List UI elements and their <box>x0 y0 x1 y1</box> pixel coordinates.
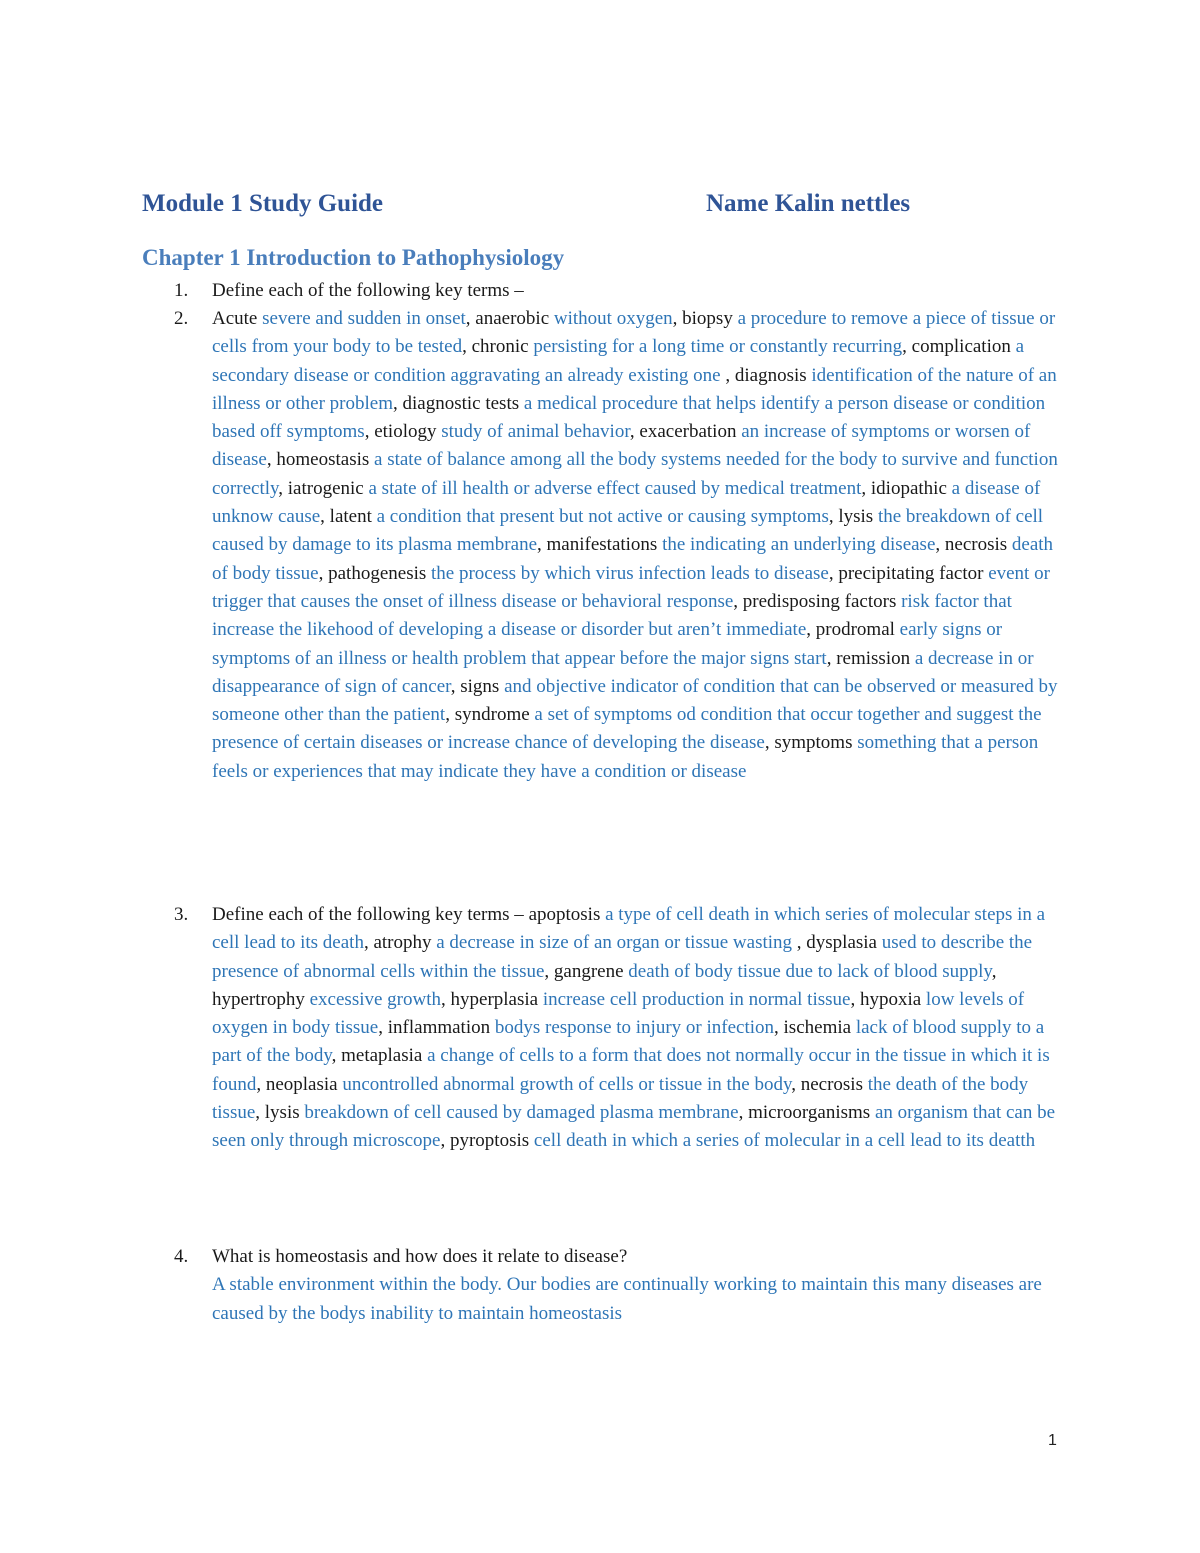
key-term: latent <box>329 506 372 528</box>
key-term: gangrene <box>553 960 624 982</box>
key-term: remission <box>836 647 911 669</box>
key-term: anaerobic <box>475 308 550 329</box>
term-definition: an organism that can be seen only through microscope <box>212 1102 1056 1152</box>
term-definition: a state of ill health or adverse effect caused by medical treatment <box>368 477 862 499</box>
term-definition: excessive growth <box>309 988 442 1010</box>
key-term: manifestations <box>546 534 658 556</box>
term-definition: a disease of unknow cause <box>212 477 1041 528</box>
term-definition: persisting for a long time or constantly recurring <box>533 336 903 358</box>
key-term: syndrome <box>454 704 530 726</box>
document-header <box>142 190 962 224</box>
term-definitions: Acute severe and sudden in onset, anaerobic without oxygen, biopsy a procedure to remove a piece of tissue or cells from your body to be tested, chronic persisting for a long time or constantly recurring, complication a secondary disease or condition aggravating an already existing one , diagnosis identification of the nature of an illness or other problem, diagnostic tests a medical procedure that helps identify a person disease or condition based off symptoms, etiology study of animal behavior, exacerbation an increase of symptoms or worsen of disease, homeostasis a state of balance among all the body systems needed for the body to survive and function correctly, iatrogenic a state of ill health or adverse effect caused by medical treatment, idiopathic a disease of unknow cause, latent a condition that present but not active or causing symptoms, lysis the breakdown of cell caused by damage to its plasma membrane, manifestations the indicating an underlying disease, necrosis death of body tissue, pathogenesis the process by which virus infection leads to disease, precipitating factor event or trigger that causes the onset of illness disease or behavioral response, predisposing factors risk factor that increase the likehood of developing a disease or disorder but aren’t immediate, prodromal early signs or symptoms of an illness or health problem that appear before the major signs start, remission a decrease in or disappearance of sign of cancer, signs and objective indicator of condition that can be observed or measured by someone other than the patient, syndrome a set of symptoms od condition that occur together and suggest the presence of certain diseases or increase chance of developing the disease, symptoms something that a person feels or experiences that may indicate they have a condition or disease <box>212 308 1058 782</box>
term-definition: early signs or symptoms of an illness or health problem that appear before the major signs start <box>212 619 1003 669</box>
term-definition: death of body tissue <box>212 534 1054 584</box>
key-term: precipitating factor <box>838 562 984 584</box>
term-definition: study of animal behavior <box>441 421 630 443</box>
term-definition: low levels of oxygen in body tissue <box>212 988 1025 1039</box>
key-term: diagnosis <box>734 364 807 386</box>
list-item-1 <box>174 277 1072 305</box>
chapter-heading: Chapter 1 Introduction to Pathophysiology <box>142 245 565 270</box>
key-term: pathogenesis <box>328 562 427 584</box>
key-term: prodromal <box>815 619 895 641</box>
term-definition: a secondary disease or condition aggravating an already existing one <box>212 336 1025 386</box>
key-term: complication <box>911 336 1011 358</box>
term-definitions: apoptosis a type of cell death in which series of molecular steps in a cell lead to its death, atrophy a decrease in size of an organ or tissue wasting , dysplasia used to describe the presence of abnormal cells within the tissue, gangrene death of body tissue due to lack of blood supply, hypertrophy excessive growth, hyperplasia increase cell production in normal tissue, hypoxia low levels of oxygen in body tissue, inflammation bodys response to injury or infection, ischemia lack of blood supply to a part of the body, metaplasia a change of cells to a form that does not normally occur in the tissue in which it is found, neoplasia uncontrolled abnormal growth of cells or tissue in the body, necrosis the death of the body tissue, lysis breakdown of cell caused by damaged plasma membrane, microorganisms an organism that can be seen only through microscope, pyroptosis cell death in which a series of molecular in a cell lead to its deatth <box>212 904 1056 1152</box>
key-term: etiology <box>374 421 437 443</box>
term-definition: a decrease in or disappearance of sign of cancer <box>212 647 1034 697</box>
term-definition: the breakdown of cell caused by damage to its plasma membrane <box>212 506 1044 556</box>
term-definition: a decrease in size of an organ or tissue wasting <box>436 932 797 954</box>
key-term: lysis <box>838 506 874 528</box>
item-prompt: Define each of the following key terms – <box>212 904 524 925</box>
item-number: 2. <box>174 308 189 329</box>
list-item-3 <box>174 901 1072 1156</box>
term-definition: the process by which virus infection leads to disease <box>431 562 829 584</box>
item-number: 3. <box>174 904 189 925</box>
key-term: atrophy <box>373 932 432 954</box>
term-definition: a set of symptoms od condition that occur together and suggest the presence of certain diseases or increase chance of developing the disease <box>212 704 1042 754</box>
term-definition: identification of the nature of an illness or other problem <box>212 364 1057 414</box>
term-definition: a procedure to remove a piece of tissue or cells from your body to be tested <box>212 308 1056 358</box>
key-term: metaplasia <box>341 1045 423 1067</box>
key-term: biopsy <box>682 308 733 329</box>
key-term: inflammation <box>387 1017 491 1039</box>
key-term: homeostasis <box>276 449 370 471</box>
key-term: exacerbation <box>639 421 737 443</box>
term-definition: bodys response to injury or infection <box>494 1017 775 1039</box>
term-definition: breakdown of cell caused by damaged plasma membrane <box>304 1102 739 1124</box>
key-term: pyroptosis <box>449 1130 530 1152</box>
term-definition: severe and sudden in onset <box>262 308 466 329</box>
term-definition: lack of blood supply to a part of the body <box>212 1017 1045 1067</box>
item-prompt: Define each of the following key terms – <box>212 280 524 301</box>
key-term: predisposing factors <box>742 590 897 612</box>
term-definition: a type of cell death in which series of molecular steps in a cell lead to its death <box>212 904 1046 954</box>
term-definition: a state of balance among all the body systems needed for the body to survive and function correctly <box>212 449 1058 499</box>
key-term: hypoxia <box>859 988 922 1010</box>
term-definition: a medical procedure that helps identify a person disease or condition based off symptoms <box>212 392 1046 443</box>
term-definition: without oxygen <box>553 308 673 329</box>
term-definition: the indicating an underlying disease <box>662 534 936 556</box>
term-definition: a condition that present but not active or causing symptoms <box>376 506 829 528</box>
key-term: diagnostic tests <box>402 392 520 414</box>
key-term: dysplasia <box>806 932 877 954</box>
key-term: microorganisms <box>748 1102 871 1124</box>
list-item-4 <box>174 1243 1072 1328</box>
document-title: Module 1 Study Guide <box>142 190 384 217</box>
key-term: iatrogenic <box>287 477 364 499</box>
item-number: 1. <box>174 280 189 301</box>
term-definition: and objective indicator of condition that can be observed or measured by someone other than the patient <box>212 675 1058 726</box>
term-definition: the death of the body tissue <box>212 1073 1029 1124</box>
key-term: neoplasia <box>265 1073 338 1095</box>
term-definition: something that a person feels or experiences that may indicate they have a condition or disease <box>212 732 1039 782</box>
key-term: ischemia <box>783 1017 852 1039</box>
term-definition: a change of cells to a form that does not normally occur in the tissue in which it is found <box>212 1045 1050 1095</box>
item-answer: A stable environment within the body. Our bodies are continually working to maintain this many diseases are caused by the bodys inability to maintain homeostasis <box>212 1274 1042 1324</box>
term-definition: cell death in which a series of molecular in a cell lead to its deatth <box>533 1130 1036 1152</box>
term-definition: used to describe the presence of abnormal cells within the tissue <box>212 932 1033 982</box>
key-term: hyperplasia <box>450 988 539 1010</box>
term-definition: an increase of symptoms or worsen of disease <box>212 421 1031 471</box>
list-item-2 <box>174 305 1072 786</box>
term-definition: risk factor that increase the likehood of developing a disease or disorder but aren’t immediate <box>212 590 1012 641</box>
term-definition: uncontrolled abnormal growth of cells or tissue in the body <box>342 1073 792 1095</box>
key-term: Acute <box>212 308 258 329</box>
term-definition: event or trigger that causes the onset of illness disease or behavioral response <box>212 562 1050 612</box>
key-term: necrosis <box>800 1073 863 1095</box>
key-term: hypertrophy <box>212 988 305 1010</box>
key-term: apoptosis <box>528 904 601 925</box>
term-definition: death of body tissue due to lack of blood supply <box>628 960 992 982</box>
key-term: signs <box>460 675 500 697</box>
key-term: necrosis <box>944 534 1008 556</box>
key-term: chronic <box>471 336 529 358</box>
item-number: 4. <box>174 1246 189 1267</box>
key-term: lysis <box>264 1102 300 1124</box>
student-name: Name Kalin nettles <box>706 190 911 217</box>
term-definition: increase cell production in normal tissue <box>542 988 851 1010</box>
page-number: 1 <box>1048 1432 1057 1449</box>
key-term: symptoms <box>774 732 853 754</box>
key-term: idiopathic <box>870 477 947 499</box>
item-question: What is homeostasis and how does it relate to disease? <box>212 1246 628 1267</box>
